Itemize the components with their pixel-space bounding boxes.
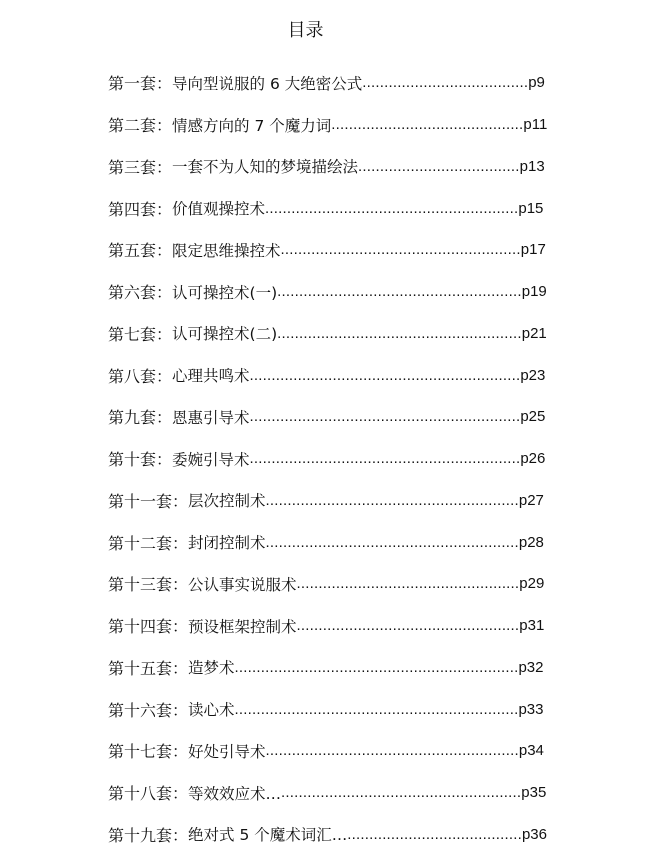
dot-leader: ................................................................. — [234, 700, 519, 718]
toc-entry[interactable] — [108, 313, 628, 355]
colon-separator: ： — [156, 366, 173, 386]
dot-leader: ........................................ — [347, 825, 522, 843]
colon-separator: ： — [172, 491, 189, 511]
dot-leader: .......................................................... — [265, 742, 519, 760]
entry-title: 心理共鸣术 — [172, 367, 250, 386]
entry-number: 第五套 — [108, 241, 157, 261]
entry-number: 第十四套 — [108, 617, 173, 637]
colon-separator: ： — [156, 283, 173, 303]
entry-number: 第八套 — [108, 366, 157, 386]
toc-entry[interactable] — [108, 605, 628, 647]
toc-entry[interactable] — [108, 480, 628, 522]
entry-title: 公认事实说服术 — [188, 575, 297, 594]
page-number: p9 — [528, 74, 545, 92]
dot-leader: ................................................................. — [234, 658, 519, 676]
colon-separator: ： — [156, 450, 173, 470]
colon-separator: ： — [156, 74, 173, 94]
dot-leader: ........................................................ — [277, 283, 522, 301]
dot-leader: ........................................................ — [277, 324, 522, 342]
page-number: p13 — [519, 157, 545, 175]
table-of-contents — [108, 62, 628, 855]
page-number: p17 — [520, 241, 546, 259]
colon-separator: ： — [172, 784, 189, 804]
colon-separator: ： — [172, 742, 189, 762]
dot-leader: ....................................................... — [281, 784, 522, 802]
entry-number: 第六套 — [108, 283, 157, 303]
dot-leader: .............................................................. — [249, 366, 521, 384]
dot-leader: ...................................... — [362, 74, 529, 92]
toc-entry[interactable] — [108, 730, 628, 772]
entry-number: 第十六套 — [108, 700, 173, 720]
toc-title: 目录 — [287, 20, 324, 41]
entry-title: 委婉引导术 — [172, 450, 250, 469]
entry-title: 读心术 — [188, 701, 235, 720]
colon-separator: ： — [172, 533, 189, 553]
entry-title: 预设框架控制术 — [188, 617, 297, 636]
entry-number: 第一套 — [108, 74, 157, 94]
entry-title: 造梦术 — [188, 659, 235, 678]
dot-leader: ............................................ — [331, 116, 524, 134]
entry-number: 第十五套 — [108, 658, 173, 678]
entry-number: 第十八套 — [108, 784, 173, 804]
colon-separator: ： — [172, 700, 189, 720]
entry-title: 情感方向的 7 个魔力词 — [172, 116, 332, 135]
entry-number: 第十一套 — [108, 491, 173, 511]
entry-title: 等效效应术… — [188, 784, 282, 803]
entry-title: 恩惠引导术 — [172, 408, 250, 427]
toc-entry[interactable] — [108, 104, 628, 146]
entry-number: 第四套 — [108, 199, 157, 219]
entry-title: 导向型说服的 6 大绝密公式 — [172, 74, 363, 93]
colon-separator: ： — [156, 408, 173, 428]
colon-separator: ： — [156, 324, 173, 344]
toc-entry[interactable] — [108, 521, 628, 563]
toc-entry[interactable] — [108, 688, 628, 730]
entry-number: 第二套 — [108, 116, 157, 136]
page-number: p27 — [518, 491, 544, 509]
dot-leader: .......................................................... — [265, 491, 519, 509]
colon-separator: ： — [156, 157, 173, 177]
colon-separator: ： — [172, 617, 189, 637]
toc-entry[interactable] — [108, 187, 628, 229]
toc-entry[interactable] — [108, 271, 628, 313]
entry-title: 一套不为人知的梦境描绘法 — [172, 158, 359, 177]
entry-title: 层次控制术 — [188, 492, 266, 511]
page-number: p21 — [521, 324, 547, 342]
entry-number: 第十二套 — [108, 533, 173, 553]
dot-leader: ..................................... — [358, 157, 520, 175]
toc-entry[interactable] — [108, 647, 628, 689]
page-number: p26 — [520, 450, 546, 468]
colon-separator: ： — [156, 116, 173, 136]
page-number: p29 — [519, 575, 545, 593]
colon-separator: ： — [156, 199, 173, 219]
toc-entry[interactable] — [108, 396, 628, 438]
entry-title: 价值观操控术 — [172, 200, 266, 219]
toc-entry[interactable] — [108, 563, 628, 605]
page-number: p32 — [518, 658, 544, 676]
entry-number: 第三套 — [108, 157, 157, 177]
entry-number: 第十七套 — [108, 742, 173, 762]
page-number: p33 — [518, 700, 544, 718]
page-number: p36 — [521, 825, 547, 843]
entry-title: 认可操控术(一) — [172, 283, 278, 302]
entry-number: 第九套 — [108, 408, 157, 428]
page-number: p35 — [521, 784, 547, 802]
dot-leader: ................................................... — [296, 575, 520, 593]
toc-entry[interactable] — [108, 354, 628, 396]
colon-separator: ： — [172, 825, 189, 845]
toc-entry[interactable] — [108, 146, 628, 188]
page-number: p28 — [518, 533, 544, 551]
dot-leader: ................................................... — [296, 617, 520, 635]
dot-leader: .............................................................. — [249, 450, 521, 468]
entry-title: 绝对式 5 个魔术词汇… — [188, 826, 348, 845]
entry-title: 好处引导术 — [188, 742, 266, 761]
entry-title: 认可操控术(二) — [172, 325, 278, 344]
entry-number: 第十套 — [108, 450, 157, 470]
page-number: p11 — [523, 116, 548, 134]
entry-number: 第七套 — [108, 324, 157, 344]
entry-number: 第十三套 — [108, 575, 173, 595]
page-number: p23 — [520, 366, 546, 384]
toc-entry[interactable] — [108, 814, 628, 856]
dot-leader: .......................................................... — [265, 199, 519, 217]
page-number: p19 — [521, 283, 547, 301]
toc-entry[interactable] — [108, 772, 628, 814]
page-number: p34 — [518, 742, 544, 760]
page-number: p31 — [519, 617, 545, 635]
entry-title: 封闭控制术 — [188, 534, 266, 553]
dot-leader: .......................................................... — [265, 533, 519, 551]
page-number: p25 — [520, 408, 546, 426]
dot-leader: .............................................................. — [249, 408, 521, 426]
colon-separator: ： — [172, 658, 189, 678]
entry-number: 第十九套 — [108, 825, 173, 845]
dot-leader: ....................................................... — [280, 241, 521, 259]
colon-separator: ： — [156, 241, 173, 261]
entry-title: 限定思维操控术 — [172, 241, 281, 260]
toc-entry[interactable] — [108, 438, 628, 480]
toc-entry[interactable] — [108, 229, 628, 271]
page-number: p15 — [518, 199, 544, 217]
colon-separator: ： — [172, 575, 189, 595]
toc-entry[interactable] — [108, 62, 628, 104]
